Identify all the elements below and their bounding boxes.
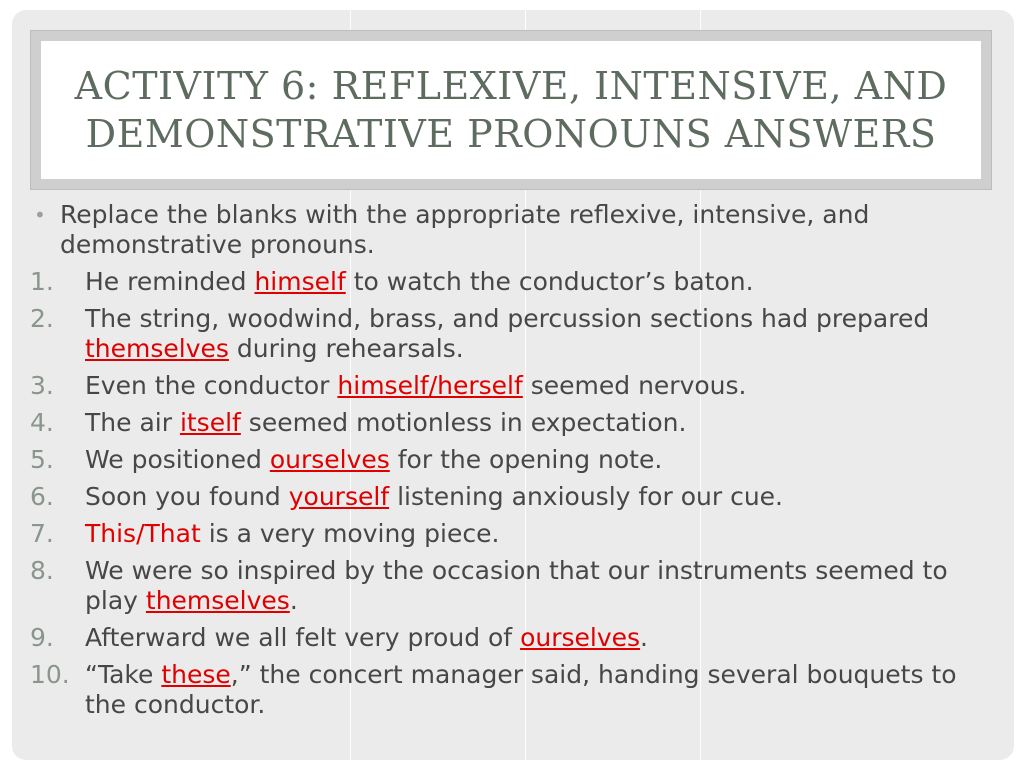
answer-item-8	[30, 556, 980, 616]
answer-item-9	[30, 623, 980, 653]
item-text-after: ,” the concert manager said, handing several bouquets to the conductor.	[85, 660, 957, 719]
answer-item-3	[30, 371, 980, 401]
answer-word: itself	[179, 408, 241, 437]
item-text-after: during rehearsals.	[228, 334, 464, 363]
item-number: 8.	[30, 556, 54, 585]
item-number: 3.	[30, 371, 54, 400]
item-text-before: Afterward we all felt very proud of	[85, 623, 521, 652]
item-text-before: He reminded	[85, 267, 255, 296]
item-number: 7.	[30, 519, 54, 548]
item-text-after: for the opening note.	[389, 445, 663, 474]
answer-word: themselves	[145, 586, 290, 615]
item-number: 9.	[30, 623, 54, 652]
slide-title-line-1: ACTIVITY 6: REFLEXIVE, INTENSIVE, AND	[74, 64, 948, 108]
answer-word: ourselves	[269, 445, 390, 474]
answer-item-2	[30, 304, 980, 364]
item-number: 2.	[30, 304, 54, 333]
item-text-after: to watch the conductor’s baton.	[345, 267, 754, 296]
answer-item-10	[30, 660, 980, 720]
item-text-after: listening anxiously for our cue.	[389, 482, 783, 511]
intro-text: Replace the blanks with the appropriate reflexive, intensive, and demonstrative pronouns.	[60, 200, 870, 259]
item-text-before: “Take	[85, 660, 162, 689]
answer-word: these	[161, 660, 231, 689]
item-number: 6.	[30, 482, 54, 511]
item-text-after: is a very moving piece.	[200, 519, 500, 548]
bullet-icon: •	[34, 203, 46, 227]
item-number: 10.	[30, 660, 70, 689]
title-frame	[30, 30, 992, 190]
item-text-before: The string, woodwind, brass, and percussion sections had prepared	[85, 304, 930, 333]
slide-title-line-2: DEMONSTRATIVE PRONOUNS ANSWERS	[85, 112, 937, 156]
answer-word: This/That	[85, 519, 201, 548]
item-text-before: Soon you found	[85, 482, 289, 511]
answer-item-5	[30, 445, 980, 475]
item-text-after: seemed motionless in expectation.	[240, 408, 687, 437]
item-text-before: We positioned	[85, 445, 270, 474]
item-number: 4.	[30, 408, 54, 437]
slide	[12, 10, 1014, 760]
item-number: 1.	[30, 267, 54, 296]
answer-word: ourselves	[520, 623, 641, 652]
item-text-before: We were so inspired by the occasion that our instruments seemed to play	[85, 556, 948, 615]
answer-word: himself/herself	[337, 371, 523, 400]
item-text-after: .	[289, 586, 298, 615]
item-number: 5.	[30, 445, 54, 474]
slide-content	[30, 200, 980, 727]
answer-word: themselves	[85, 334, 229, 363]
item-text-after: seemed nervous.	[522, 371, 747, 400]
answer-item-1	[30, 267, 980, 297]
answer-item-7	[30, 519, 980, 549]
title-box	[41, 41, 981, 179]
item-text-before: Even the conductor	[85, 371, 338, 400]
answer-item-4	[30, 408, 980, 438]
item-text-after: .	[640, 623, 648, 652]
answer-word: yourself	[288, 482, 390, 511]
answer-word: himself	[254, 267, 346, 296]
item-text-before: The air	[85, 408, 180, 437]
answer-item-6	[30, 482, 980, 512]
intro-bullet	[30, 200, 980, 260]
